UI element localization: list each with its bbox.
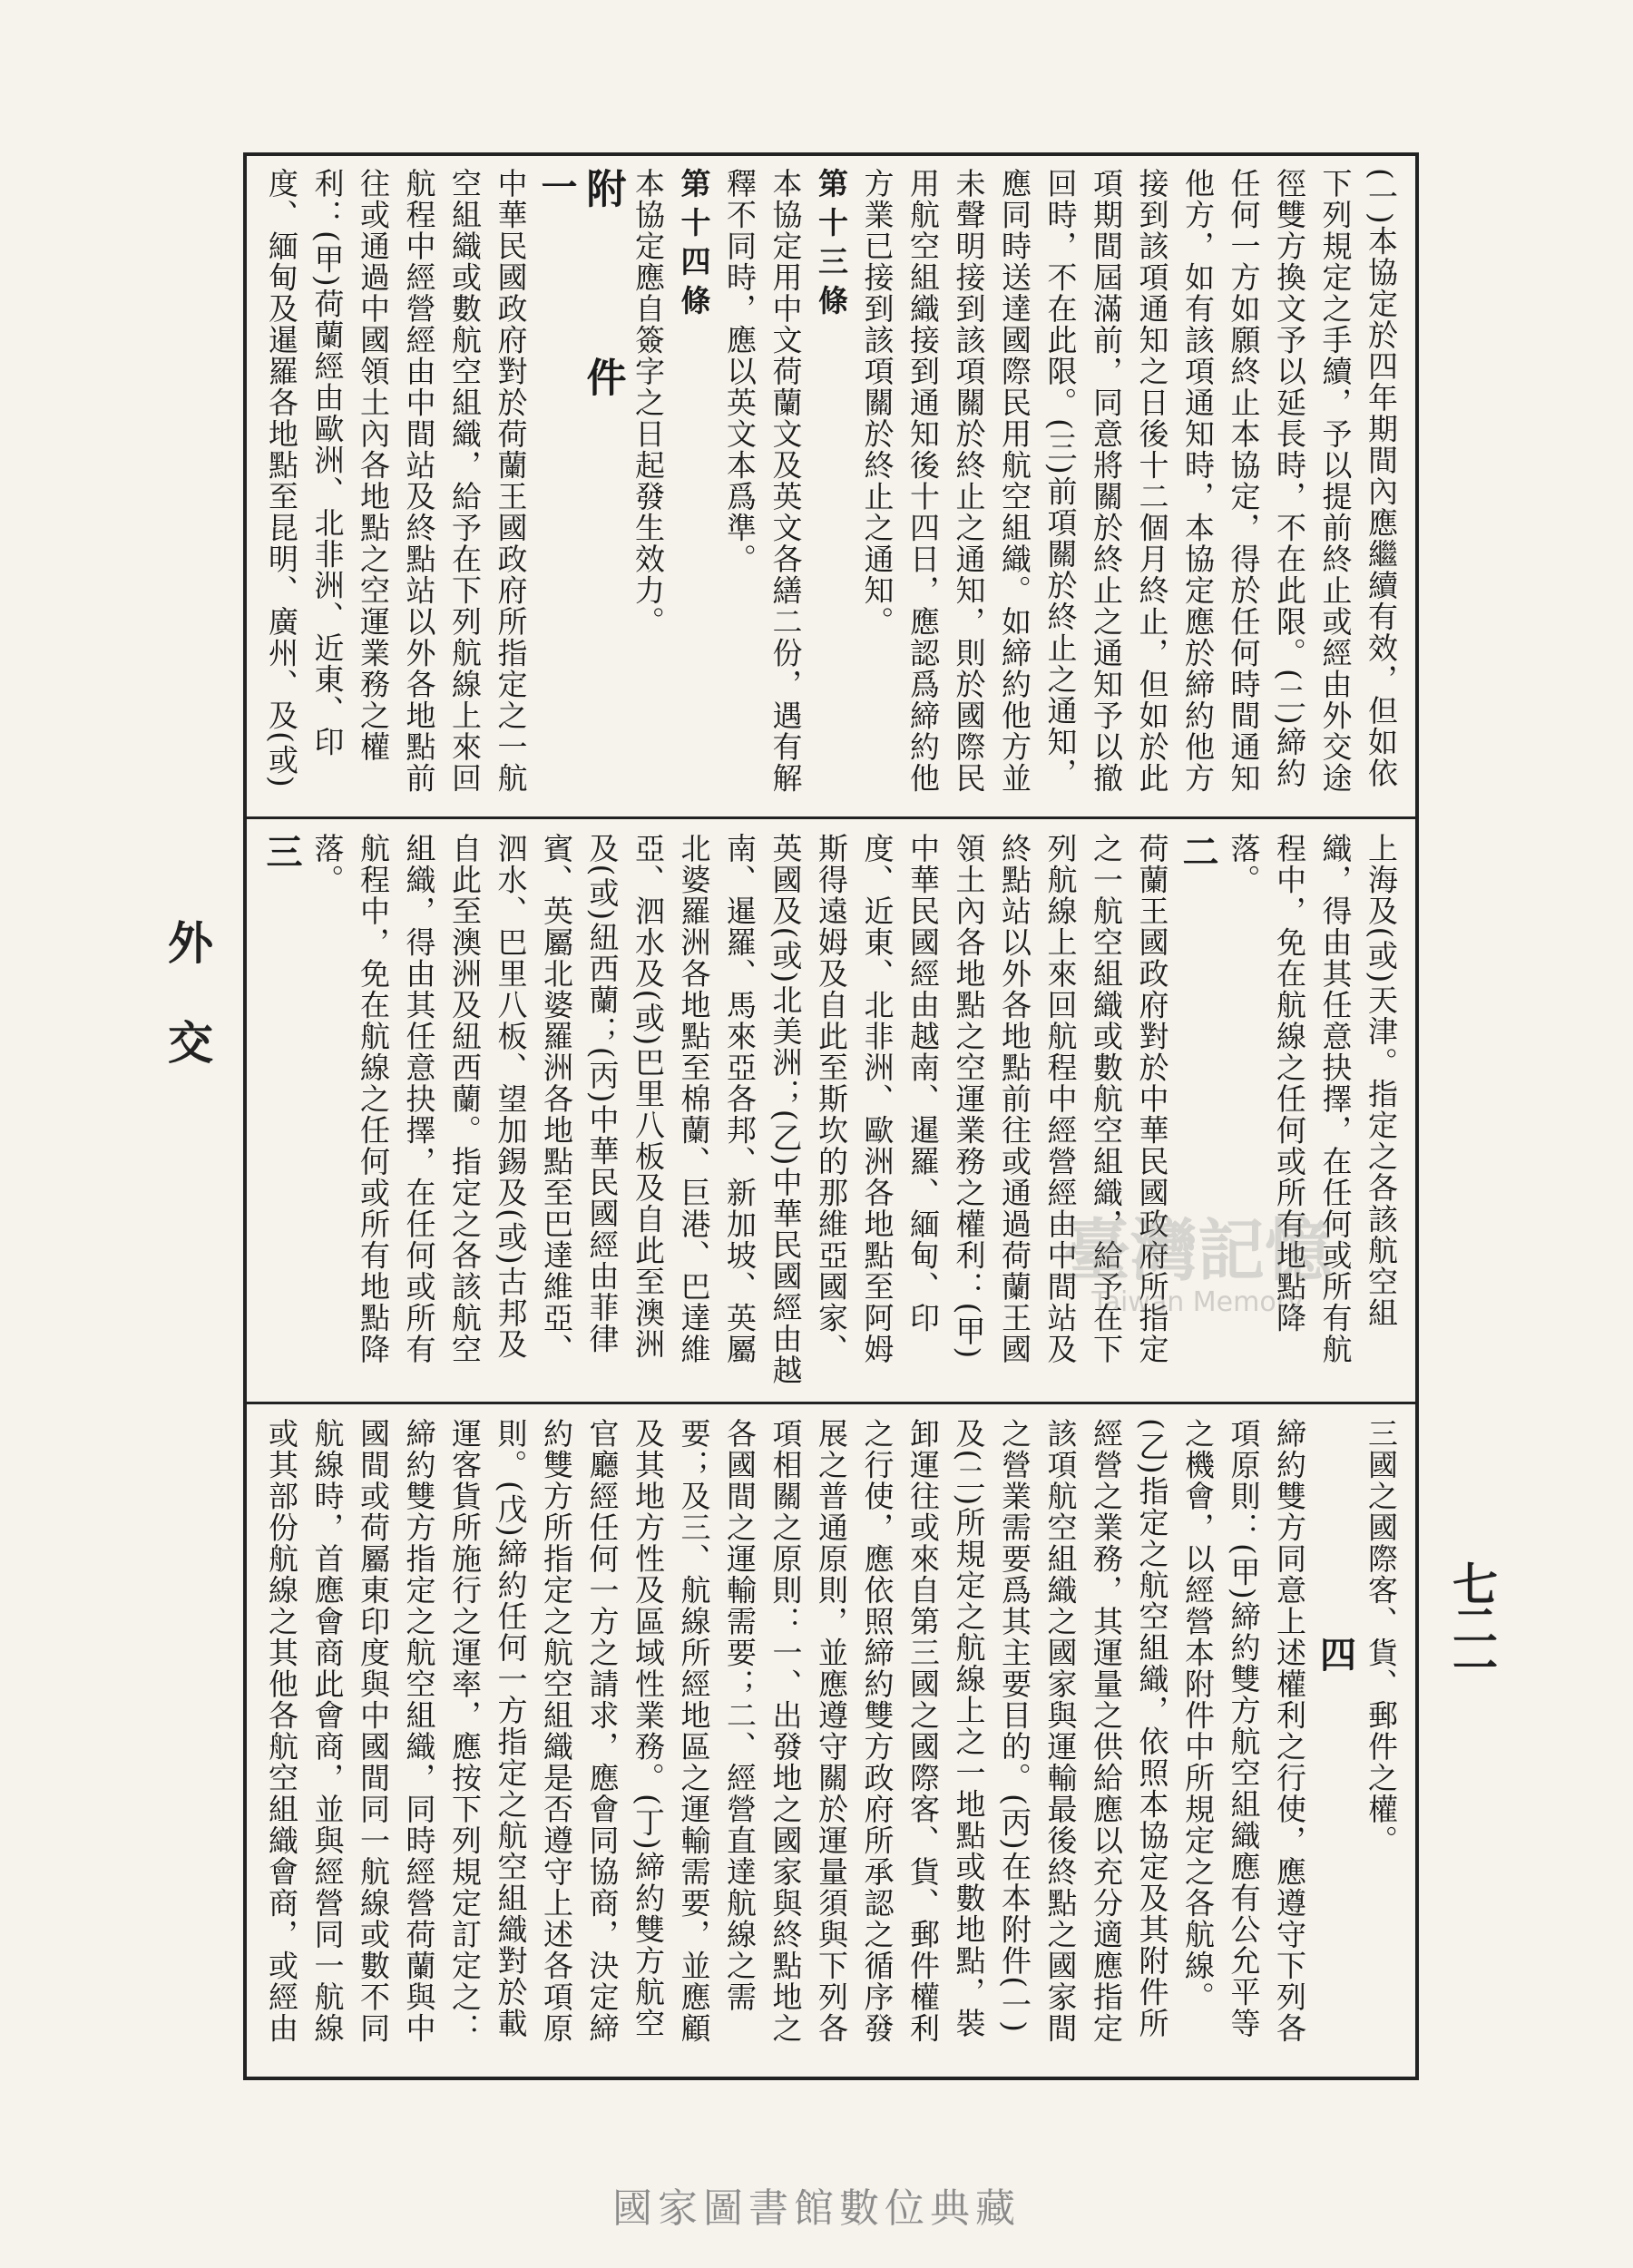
page-number: 七二一 xyxy=(1445,1560,1499,1686)
footer-collection-label: 國家圖書館數位典藏 xyxy=(612,2185,1021,2232)
panel-bottom xyxy=(259,1418,1403,2064)
attachment-title: 附 件 xyxy=(579,168,626,451)
section1-text: 中華民國政府對於荷蘭王國政府所指定之一航空組織或數航空組織，給予在下列航線上來回航程中經營經由中間站及終點站以外各地點前往或通過中國領土內各地點之空運業務之權利：(甲)荷蘭經由歐洲、北非洲、近東、印度、緬甸及暹羅各地點至昆明、廣州、及(或) xyxy=(264,168,529,794)
panel-divider-upper xyxy=(243,816,1419,819)
section4-text: 締約雙方同意上述權利之行使，應遵守下列各項原則：(甲)締約雙方航空組織應有公允平等之機會，以經營本附件中所規定之各航線。(乙)指定之航空組織，依照本協定及其附件所經營之業務，其運量之供給應以充分適應指定該項航空組織之國家與運輸最後終點之國家間之營業需要爲其主要目的。(丙)在本附件(一)及(二)所規定之航線上之一地點或數地點，裝卸運往或來自第三國之國際客、貨、郵件權利之行使，應依照締約雙方政府所承認之循序發展之普通原則，並應遵守關於運量須與下列各項相關之原則：一、出發地之國家與終點地之各國間之運輸需要；二、經營直達航線之需要；及三、航線所經地區之運輸需要，並應顧及其地方性及區域性業務。(丁)締約雙方航空官廳經任何一方之請求，應會同協商，決定締約雙方所指定之航空組織是否遵守上述各項原則。(戊)締約任何一方指定之航空組織對於載運客貨所施行之運率，應按下列規定訂定之：締約雙方指定之航空組織，同時經營荷蘭與中國間或荷屬東印度與中國間同一航線或數不同航線時，首應會商此會商，並與經營同一航線或其部份航線之其他各航空組織會商，或經由 xyxy=(264,1418,1307,2044)
section2-text: 荷蘭王國政府對於中華民國政府所指定之一航空組織或數航空組織，給予在下列航線上來回航程中經營經由中間站及終點站以外各地點前往或通過荷蘭王國領土內各地點之空運業務之權利：(甲)中華民國經由越南、暹羅、緬甸、印度、近東、北非洲、歐洲各地點至阿姆斯得遠姆及自此至斯坎的那維亞國家、英國及(或)北美洲；(乙)中華民國經由越南、暹羅、馬來亞各邦、新加坡、英屬北婆羅洲各地點至棉蘭、巨港、巴達維亞、泗水及(或)巴里八板及自此至澳洲及(或)紐西蘭；(丙)中華民國經由菲律賓、英屬北婆羅洲各地點至巴達維亞、泗水、巴里八板、望加錫及(或)古邦及自此至澳洲及紐西蘭。指定之各該航空組織，得由其任意抉擇，在任何或所有航程中，免在航線之任何或所有地點降落。 xyxy=(309,833,1170,1386)
section3-continued-text: 三國之國際客、貨、郵件之權。 xyxy=(1364,1418,1399,1856)
panel-divider-lower xyxy=(243,1402,1419,1404)
watermark-logo: 臺灣記憶 xyxy=(1063,1212,1332,1290)
article14-text: 本協定應自簽字之日起發生效力。 xyxy=(631,168,666,638)
margin-char-top: 外 xyxy=(168,916,213,970)
article13-title: 第十三條 xyxy=(814,168,849,324)
panel-top xyxy=(259,168,1403,803)
margin-char-mid: 交 xyxy=(168,1016,213,1070)
section1-number: 一 xyxy=(535,168,578,206)
article12-text: (一)本協定於四年期間內應繼續有效，但如依下列規定之手續，予以提前終止或經由外交途徑雙方換文予以延長時，不在此限。(二)締約任何一方如願終止本協定，得於任何時間通知他方，如有該項通知時，本協定應於締約他方接到該項通知之日後十二個月終止，但如於此項期間屆滿前，同意將關於終止之通知予以撤回時，不在此限。(三)前項關於終止之通知，應同時送達國際民用航空組織。如締約他方並未聲明接到該項關於終止之通知，則於國際民用航空組織接到通知後十四日，應認爲締約他方業已接到該項關於終止之通知。 xyxy=(859,168,1399,794)
section1-continued-text: 上海及(或)天津。指定之各該航空組織，得由其任意抉擇，在任何或所有航程中，免在航線之任何或所有地點降落。 xyxy=(1226,833,1399,1365)
section4-number: 四 xyxy=(1314,1636,1357,1674)
article14-title: 第十四條 xyxy=(676,168,712,324)
section2-number: 二 xyxy=(1177,833,1219,871)
article13-text: 本協定用中文荷蘭文及英文各繕二份，遇有解釋不同時，應以英文本爲準。 xyxy=(722,168,804,794)
watermark-subtitle: Taiwan Memory xyxy=(1091,1286,1304,1318)
section3-number: 三 xyxy=(260,833,303,871)
